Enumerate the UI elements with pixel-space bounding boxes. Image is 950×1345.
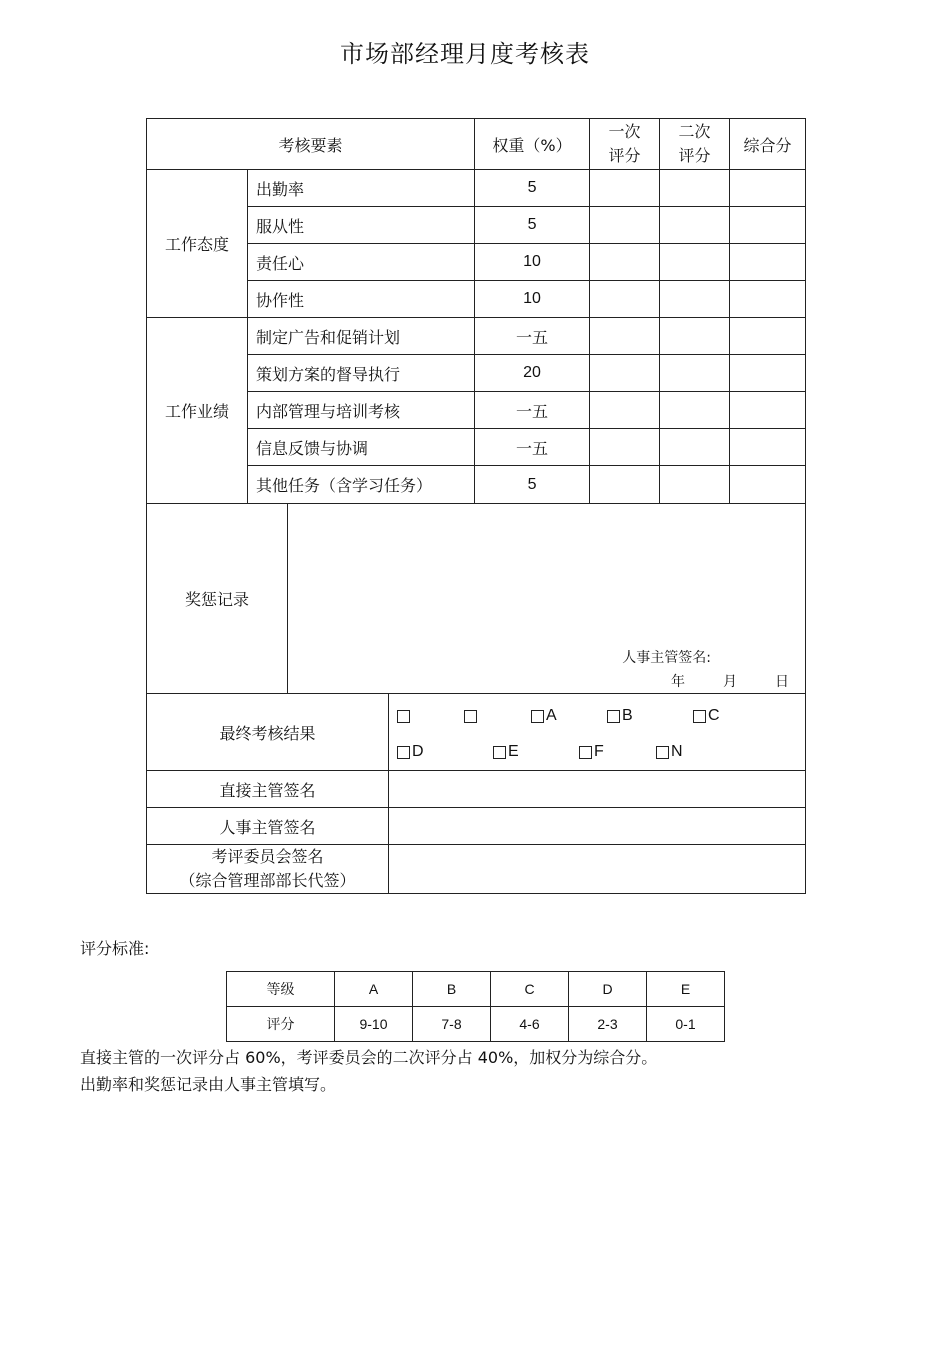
grade-table <box>226 971 725 1042</box>
total-score-cell[interactable] <box>730 207 806 244</box>
score-row-label: 评分 <box>227 1007 335 1042</box>
second-score-cell[interactable] <box>660 244 730 281</box>
result-option-a[interactable]: A <box>531 707 607 725</box>
checkbox-icon <box>607 710 620 723</box>
second-score-cell[interactable] <box>660 170 730 207</box>
total-score-cell[interactable] <box>730 170 806 207</box>
result-option-d[interactable]: D <box>397 743 493 761</box>
checkbox-icon <box>493 746 506 759</box>
direct-supervisor-sign-field[interactable] <box>389 771 806 808</box>
hr-supervisor-sign-label: 人事主管签名 <box>147 808 389 845</box>
note-weighting: 直接主管的一次评分占 60%，考评委员会的二次评分占 40%，加权分为综合分。 <box>80 1048 658 1067</box>
grade-row-label: 等级 <box>227 972 335 1007</box>
item-weight: 5 <box>475 170 590 207</box>
checkbox-icon <box>656 746 669 759</box>
first-score-cell[interactable] <box>590 244 660 281</box>
total-score-cell[interactable] <box>730 429 806 466</box>
checkbox-icon <box>397 746 410 759</box>
hr-sign-label: 人事主管签名: <box>622 650 712 666</box>
first-score-cell[interactable] <box>590 355 660 392</box>
second-score-cell[interactable] <box>660 207 730 244</box>
checkbox-icon <box>579 746 592 759</box>
reward-record-area[interactable] <box>288 504 806 694</box>
item-weight: 10 <box>475 244 590 281</box>
grade-cell: E <box>647 972 725 1007</box>
result-option-n[interactable]: N <box>656 743 683 761</box>
score-cell: 0-1 <box>647 1007 725 1042</box>
score-cell: 2-3 <box>569 1007 647 1042</box>
second-score-cell[interactable] <box>660 466 730 504</box>
group-attitude: 工作态度 <box>147 170 248 318</box>
total-score-cell[interactable] <box>730 244 806 281</box>
first-score-cell[interactable] <box>590 318 660 355</box>
grade-cell: D <box>569 972 647 1007</box>
score-cell: 4-6 <box>491 1007 569 1042</box>
item-weight: 10 <box>475 281 590 318</box>
first-score-cell[interactable] <box>590 207 660 244</box>
item-label: 制定广告和促销计划 <box>248 318 475 355</box>
sign-date <box>671 671 789 691</box>
total-score-cell[interactable] <box>730 318 806 355</box>
result-option[interactable] <box>464 710 531 723</box>
header-weight: 权重（%） <box>475 119 590 170</box>
total-score-cell[interactable] <box>730 392 806 429</box>
score-cell: 9-10 <box>335 1007 413 1042</box>
second-score-cell[interactable] <box>660 355 730 392</box>
header-first-score: 一次 评分 <box>590 119 660 170</box>
final-result-label: 最终考核结果 <box>147 694 389 771</box>
item-label: 其他任务（含学习任务） <box>248 466 475 504</box>
reward-label: 奖惩记录 <box>147 504 288 694</box>
header-total: 综合分 <box>730 119 806 170</box>
result-option-f[interactable]: F <box>579 743 656 761</box>
grade-cell: C <box>491 972 569 1007</box>
date-year: 年 <box>671 674 686 690</box>
result-option-c[interactable]: C <box>693 707 720 725</box>
total-score-cell[interactable] <box>730 355 806 392</box>
second-score-cell[interactable] <box>660 281 730 318</box>
assessment-table <box>146 118 806 894</box>
item-weight: 一五 <box>475 392 590 429</box>
second-score-cell[interactable] <box>660 429 730 466</box>
hr-supervisor-sign-field[interactable] <box>389 808 806 845</box>
direct-supervisor-sign-label: 直接主管签名 <box>147 771 389 808</box>
checkbox-icon <box>693 710 706 723</box>
date-day: 日 <box>775 674 790 690</box>
page-title: 市场部经理月度考核表 <box>340 40 590 68</box>
item-label: 出勤率 <box>248 170 475 207</box>
note-attendance: 出勤率和奖惩记录由人事主管填写。 <box>80 1075 337 1094</box>
group-performance: 工作业绩 <box>147 318 248 504</box>
first-score-cell[interactable] <box>590 281 660 318</box>
header-element: 考核要素 <box>147 119 475 170</box>
first-score-cell[interactable] <box>590 392 660 429</box>
total-score-cell[interactable] <box>730 281 806 318</box>
item-label: 策划方案的督导执行 <box>248 355 475 392</box>
first-score-cell[interactable] <box>590 429 660 466</box>
item-label: 内部管理与培训考核 <box>248 392 475 429</box>
checkbox-icon <box>397 710 410 723</box>
first-score-cell[interactable] <box>590 170 660 207</box>
header-second-score: 二次 评分 <box>660 119 730 170</box>
second-score-cell[interactable] <box>660 392 730 429</box>
item-weight: 一五 <box>475 318 590 355</box>
committee-sign-field[interactable] <box>389 845 806 894</box>
item-label: 服从性 <box>248 207 475 244</box>
scoring-standard-label: 评分标准: <box>80 939 150 958</box>
result-option[interactable] <box>397 710 464 723</box>
item-weight: 5 <box>475 207 590 244</box>
item-weight: 5 <box>475 466 590 504</box>
checkbox-icon <box>531 710 544 723</box>
item-label: 信息反馈与协调 <box>248 429 475 466</box>
item-weight: 一五 <box>475 429 590 466</box>
result-option-b[interactable]: B <box>607 707 693 725</box>
score-cell: 7-8 <box>413 1007 491 1042</box>
first-score-cell[interactable] <box>590 466 660 504</box>
item-label: 责任心 <box>248 244 475 281</box>
grade-cell: B <box>413 972 491 1007</box>
date-month: 月 <box>723 674 738 690</box>
checkbox-icon <box>464 710 477 723</box>
item-weight: 20 <box>475 355 590 392</box>
final-result-options <box>389 694 806 771</box>
grade-cell: A <box>335 972 413 1007</box>
result-option-e[interactable]: E <box>493 743 579 761</box>
committee-sign-label: 考评委员会签名 （综合管理部部长代签） <box>147 845 389 894</box>
total-score-cell[interactable] <box>730 466 806 504</box>
second-score-cell[interactable] <box>660 318 730 355</box>
item-label: 协作性 <box>248 281 475 318</box>
